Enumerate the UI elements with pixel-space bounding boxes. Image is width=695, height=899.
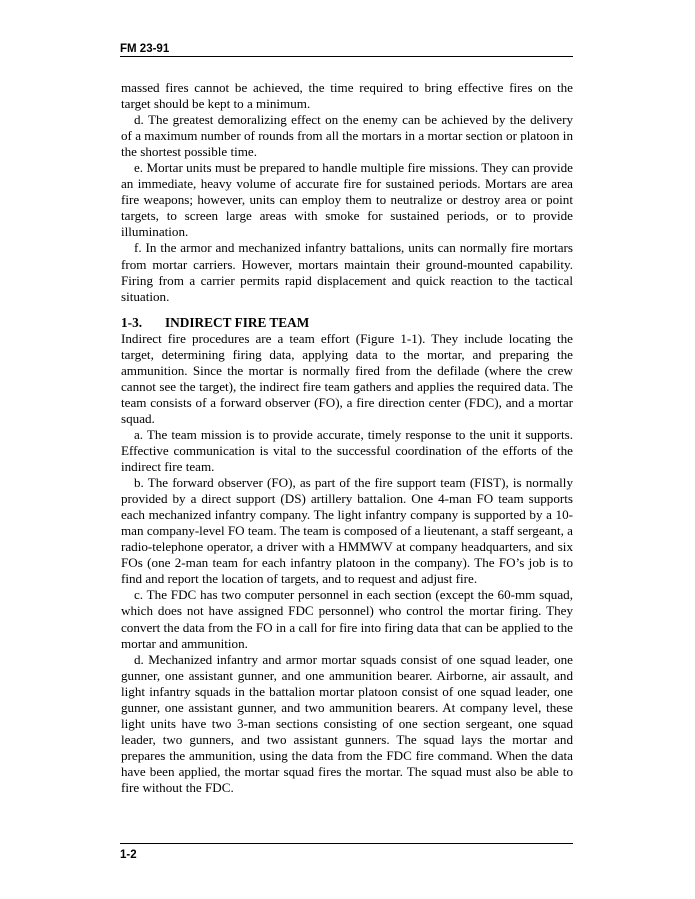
page-body [121,80,573,796]
section-paragraph-c: c. The FDC has two computer personnel in each section (except the 60-mm squad, which does not have assigned FDC personnel) who control the mortar firing. They convert the data from the FO in a call for fire into firing data that can be applied to the mortar and ammunition. [121,587,573,651]
header-rule [120,56,573,57]
paragraph-d: d. The greatest demoralizing effect on the enemy can be achieved by the delivery of a maximum number of rounds from all the mortars in a mortar section or platoon in the shortest possible time. [121,112,573,160]
section-intro: Indirect fire procedures are a team effort (Figure 1-1). They include locating the target, determining firing data, applying data to the mortar, and preparing the ammunition. Since the mortar is normally fired from the defilade (where the crew cannot see the target), the indirect fire team gathers and applies the required data. The team consists of a forward observer (FO), a fire direction center (FDC), and a mortar squad. [121,330,573,426]
section-paragraph-a: a. The team mission is to provide accurate, timely response to the unit it supports. Effective communication is vital to the successful coordination of the efforts of the indirect fire team. [121,426,573,475]
section-paragraph-d: d. Mechanized infantry and armor mortar squads consist of one squad leader, one gunner, one assistant gunner, and one ammunition bearer. Airborne, air assault, and light infantry squads in the battalion mortar platoon consist of one squad leader, one gunner, one assistant gunner, and two ammunition bearers. At company level, these light units have two 3-man sections consisting of one section sergeant, one squad leader, two gunners, and two assistant gunners. The squad lays the mortar and prepares the ammunition, using the data from the FDC fire command. When the data have been applied, the mortar squad fires the mortar. The squad must also be able to fire without the FDC. [121,651,573,795]
paragraph-continuation: massed fires cannot be achieved, the time required to bring effective fires on the target should be kept to a minimum. [121,80,573,112]
section-paragraph-b: b. The forward observer (FO), as part of the fire support team (FIST), is normally provided by a direct support (DS) artillery battalion. One 4-man FO team supports each mechanized infantry company. The light infantry company is supported by a 10-man company-level FO team. The team is composed of a lieutenant, a staff sergeant, a radio-telephone operator, a driver with a HMMWV at company headquarters, and six FOs (one 2-man team for each infantry platoon in the company). The FO’s job is to find and report the location of targets, and to request and adjust fire. [121,475,573,587]
paragraph-f: f. In the armor and mechanized infantry battalions, units can normally fire mortars from mortar carriers. However, mortars maintain their ground-mounted capability. Firing from a carrier permits rapid displacement and quick reaction to the tactical situation. [121,240,573,304]
section-title: INDIRECT FIRE TEAM [165,314,310,330]
section-heading [121,315,573,331]
footer-rule [120,843,573,844]
footer-page-number: 1-2 [120,849,137,861]
paragraph-e: e. Mortar units must be prepared to handle multiple fire missions. They can provide an immediate, heavy volume of accurate fire for sustained periods. Mortars are area fire weapons; however, units can employ them to neutralize or destroy area or point targets, to screen large areas with smoke for sustained periods, or to provide illumination. [121,160,573,240]
section-number: 1-3. [121,314,143,330]
header-doc-id: FM 23-91 [120,43,170,55]
